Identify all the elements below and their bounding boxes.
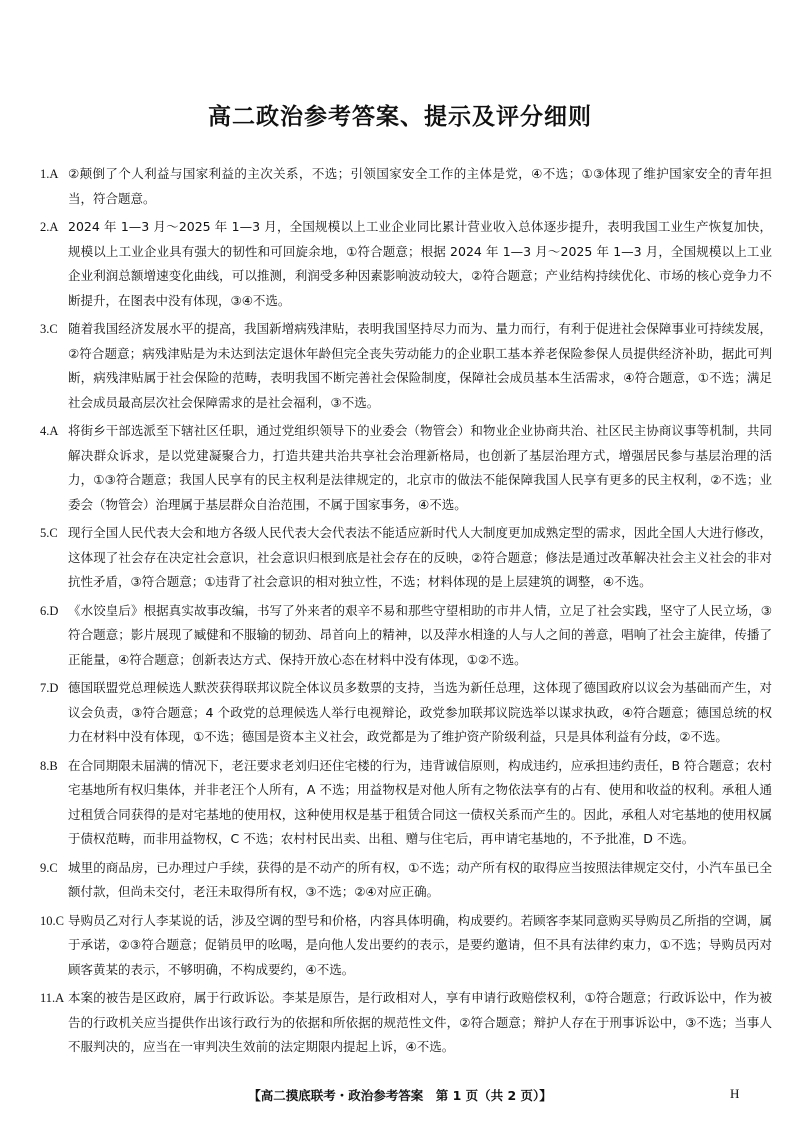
answer-item xyxy=(40,599,772,673)
answer-item xyxy=(40,419,772,517)
page-footer: 【高二摸底联考・政治参考答案 第 1 页（共 2 页）】 xyxy=(248,1088,552,1103)
answer-number: 4.A xyxy=(40,424,59,438)
answer-item xyxy=(40,162,772,211)
answer-number: 8.B xyxy=(40,758,58,773)
answer-text: ②颠倒了个人利益与国家利益的主次关系，不选；引领国家安全工作的主体是党，④不选；①③体现了维护国家安全的青年担当，符合题意。 xyxy=(68,166,772,206)
footer-version-mark: H xyxy=(730,1086,740,1101)
answer-text: 将街乡干部选派至下辖社区任职，通过党组织领导下的业委会（物管会）和物业企业协商共治、社区民主协商议事等机制，共同解决群众诉求，是以党建凝聚合力，打造共建共治共享社会治理新格局，也创新了基层治理方式，增强居民参与基层治理的活力，①③符合题意；我国人民享有的民主权利是法律规定的，北京市的做法不能保障我国人民享有更多的民主权利，②不选；业委会（物管会）治理属于基层群众自治范围，不属于国家事务，④不选。 xyxy=(68,423,772,512)
answer-list xyxy=(40,162,772,1064)
answer-item xyxy=(40,754,772,852)
answer-text: 本案的被告是区政府，属于行政诉讼。李某是原告，是行政相对人，享有申请行政赔偿权利，①符合题意；行政诉讼中，作为被告的行政机关应当提供作出该行政行为的依据和所依据的规范性文件，②符合题意；辩护人存在于刑事诉讼中，③不选；当事人不服判决的，应当在一审判决生效前的法定期限内提起上诉，④不选。 xyxy=(68,990,772,1054)
answer-item xyxy=(40,317,772,415)
answer-text: 《水饺皇后》根据真实故事改编，书写了外来者的艰辛不易和那些守望相助的市井人情，立足了社会实践，坚守了人民立场，③符合题意；影片展现了臧健和不服输的韧劲、昂首向上的精神，以及萍水相逢的人与人之间的善意，唱响了社会主旋律，传播了正能量，④符合题意；创新表达方式、保持开放心态在材料中没有体现，①②不选。 xyxy=(68,602,772,667)
page-title: 高二政治参考答案、提示及评分细则 xyxy=(208,104,592,130)
answer-number: 9.C xyxy=(40,860,58,875)
answer-number: 5.C xyxy=(40,526,58,540)
answer-number: 2.A xyxy=(40,220,59,234)
answer-number: 1.A xyxy=(40,167,59,181)
answer-number: 7.D xyxy=(40,681,59,695)
answer-text: 导购员乙对行人李某说的话，涉及空调的型号和价格，内容具体明确，构成要约。若顾客李某同意购买导购员乙所指的空调，属于承诺，②③符合题意；促销员甲的吆喝，是向他人发出要约的表示，是要约邀请，但不具有法律约束力，①不选；导购员丙对顾客黄某的表示，不够明确，不构成要约，④不选。 xyxy=(68,912,772,977)
answer-item xyxy=(40,521,772,595)
answer-text: 德国联盟党总理候选人默茨获得联邦议院全体议员多数票的支持，当选为新任总理，这体现了德国政府以议会为基础而产生，对议会负责，③符合题意；4 个政党的总理候选人举行电视辩论，政党参加联邦议院选举以谋求执政，④符合题意；德国总统的权力在材料中没有体现，①不选；德国是资本主义社会，政党都是为了维护资产阶级利益，只是具体利益有分歧，②不选。 xyxy=(68,680,772,744)
answer-text: 城里的商品房，已办理过户手续，获得的是不动产的所有权，①不选；动产所有权的取得应当按照法律规定交付，小汽车虽已全额付款，但尚未交付，老汪未取得所有权，③不选；②④对应正确。 xyxy=(68,859,772,899)
answer-number: 10.C xyxy=(40,913,64,928)
answer-text: 2024 年 1—3 月～2025 年 1—3 月，全国规模以上工业企业同比累计营业收入总体逐步提升，表明我国工业生产恢复加快，规模以上工业企业具有强大的韧性和可回旋余地，①符合题意；根据 2024 年 1—3 月～2025 年 1—3 月，全国规模以上工业企业利润总额增速变化曲线，可以推测，利润受多种因素影响波动较大，②符合题意；产业结构持续优化、市场的核心竞争力不断提升，在图表中没有体现，③④不选。 xyxy=(68,219,772,308)
answer-item xyxy=(40,856,772,905)
answer-text: 随着我国经济发展水平的提高，我国新增病残津贴，表明我国坚持尽力而为、量力而行，有利于促进社会保障事业可持续发展，②符合题意；病残津贴是为未达到法定退休年龄但完全丧失劳动能力的企业职工基本养老保险参保人员提供经济补助，据此可判断，病残津贴属于社会保险的范畴，表明我国不断完善社会保险制度，保障社会成员基本生活需求，④符合题意，①不选；满足社会成员最高层次社会保障需求的是社会福利，③不选。 xyxy=(68,321,772,410)
answer-item xyxy=(40,909,772,983)
answer-item xyxy=(40,986,772,1060)
answer-text: 现行全国人民代表大会和地方各级人民代表大会代表法不能适应新时代人大制度更加成熟定型的需求，因此全国人大进行修改，这体现了社会存在决定社会意识，社会意识归根到底是社会存在的反映，②符合题意；修法是通过改革解决社会主义社会的非对抗性矛盾，③符合题意；①违背了社会意识的相对独立性，不选；材料体现的是上层建筑的调整，④不选。 xyxy=(68,525,772,589)
answer-number: 6.D xyxy=(40,603,59,618)
answer-number: 11.A xyxy=(40,991,65,1005)
answer-item xyxy=(40,215,772,313)
answer-number: 3.C xyxy=(40,322,58,336)
answer-text: 在合同期限未届满的情况下，老汪要求老刘归还住宅楼的行为，违背诚信原则，构成违约，应承担违约责任，B 符合题意；农村宅基地所有权归集体，并非老汪个人所有，A 不选；用益物权是对他人所有之物依法享有的占有、使用和收益的权利。承租人通过租赁合同获得的是对宅基地的使用权，这种使用权是基于租赁合同这一债权关系而产生的。因此，承租人对宅基地的使用权属于债权范畴，而非用益物权，C 不选；农村村民出卖、出租、赠与住宅后，再申请宅基地的，不予批准，D 不选。 xyxy=(68,757,772,846)
answer-item xyxy=(40,676,772,750)
